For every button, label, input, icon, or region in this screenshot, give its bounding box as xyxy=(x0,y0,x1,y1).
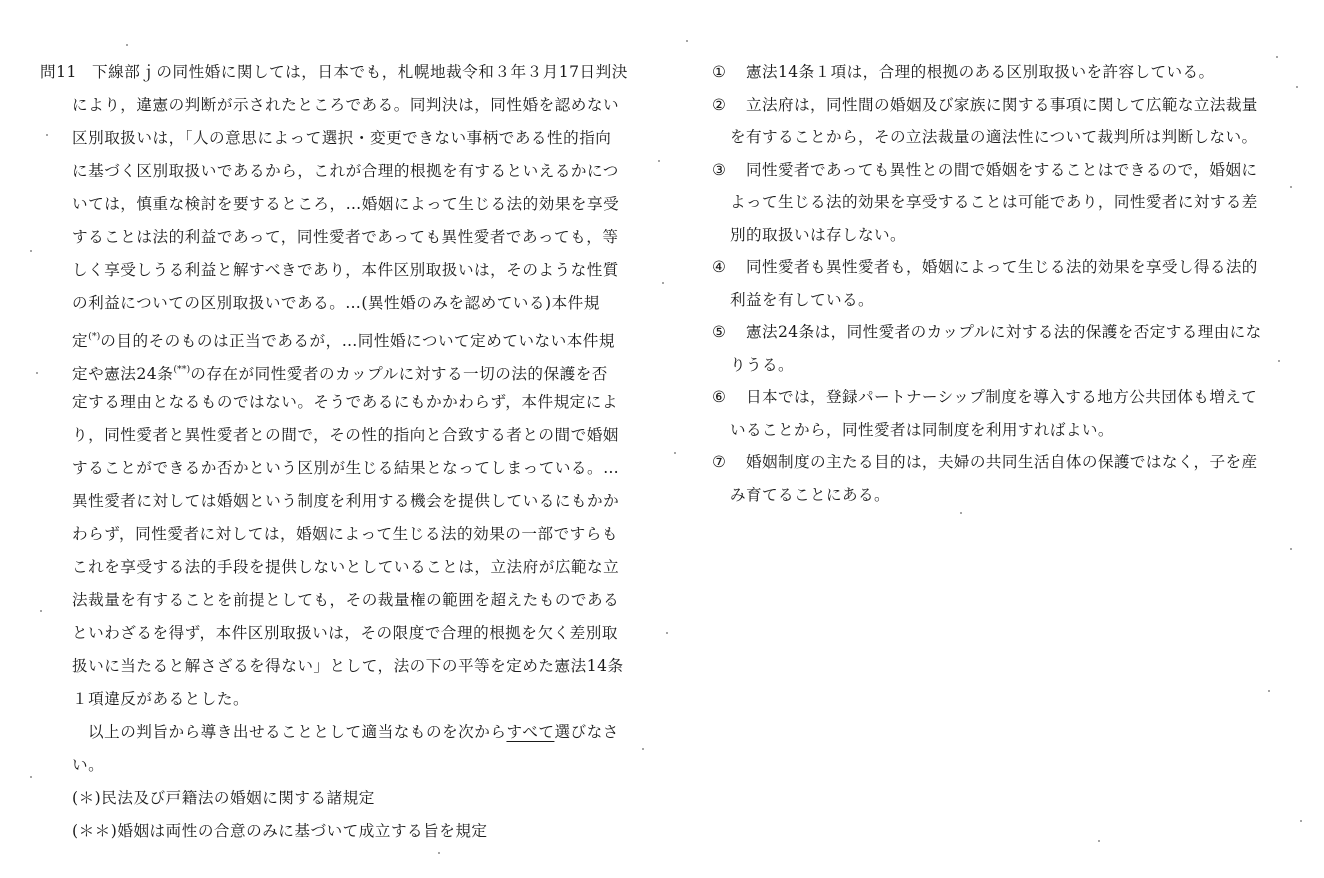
option-6-continued: いることから，同性愛者は同制度を利用すればよい。 xyxy=(730,420,1114,439)
option-number: ⑤ xyxy=(712,323,727,341)
question-text: の存在が同性愛者のカップルに対する一切の法的保護を否 xyxy=(190,365,608,383)
option-number: ① xyxy=(712,63,727,81)
question-text: 下線部ｊの同性婚に関しては，日本でも，札幌地裁令和３年３月17日判決 xyxy=(92,63,628,81)
footnote: (＊)民法及び戸籍法の婚姻に関する諸規定 xyxy=(72,789,375,807)
question-column xyxy=(40,56,630,848)
instruction-text: 以上の判旨から導き出せることとして適当なものを次から xyxy=(88,723,507,741)
question-line: といわざるを得ず，本件区別取扱いは，その限度で合理的根拠を欠く差別取 xyxy=(72,624,618,642)
option-2 xyxy=(712,89,1287,122)
option-text: 立法府は，同性間の婚姻及び家族に関する事項に関して広範な立法裁量 xyxy=(746,95,1258,114)
scan-speck xyxy=(1290,186,1292,188)
question-line: わらず，同性愛者に対しては，婚姻によって生じる法的効果の一部ですらも xyxy=(72,525,618,543)
question-line: これを享受する法的手段を提供しないとしていることは，立法府が広範な立 xyxy=(72,558,620,576)
footnote-marker: (*) xyxy=(88,331,101,342)
scan-speck xyxy=(666,632,668,634)
option-4-continued: 利益を有している。 xyxy=(730,290,874,309)
question-line: することは法的利益であって，同性愛者であっても異性愛者であっても，等 xyxy=(72,228,619,246)
option-number: ⑦ xyxy=(712,453,727,471)
question-line: １項違反があるとした。 xyxy=(72,690,250,708)
option-text: 同性愛者も異性愛者も，婚姻によって生じる法的効果を享受し得る法的 xyxy=(746,258,1258,276)
question-text: 定 xyxy=(72,332,89,350)
question-line: の利益についての区別取扱いである。…(異性婚のみを認めている)本件規 xyxy=(72,294,600,312)
option-5 xyxy=(712,316,1287,349)
option-text: 婚姻制度の主たる目的は，夫婦の共同生活自体の保護ではなく，子を産 xyxy=(746,453,1258,471)
scan-speck xyxy=(1300,820,1302,822)
option-2-continued: を有することから，その立法裁量の適法性について裁判所は判断しない。 xyxy=(730,128,1258,146)
question-number: 問11 xyxy=(40,63,77,81)
scan-speck xyxy=(960,512,962,514)
option-3-continued: よって生じる法的効果を享受することは可能であり，同性愛者に対する差 xyxy=(730,193,1258,211)
question-line: いては，慎重な検討を要するところ，…婚姻によって生じる法的効果を享受 xyxy=(72,195,620,213)
question-line: に基づく区別取扱いであるから，これが合理的根拠を有するといえるかにつ xyxy=(72,162,619,180)
scan-speck xyxy=(642,748,644,750)
scan-speck xyxy=(46,134,48,136)
option-7 xyxy=(712,446,1287,479)
option-text: 日本では，登録パートナーシップ制度を導入する地方公共団体も増えて xyxy=(746,388,1258,406)
footnote-marker: (**) xyxy=(173,364,191,375)
option-number: ⑥ xyxy=(712,388,727,406)
option-6 xyxy=(712,381,1287,414)
option-4 xyxy=(712,251,1287,284)
scan-speck xyxy=(438,852,440,854)
option-1 xyxy=(712,56,1287,89)
question-line: 異性愛者に対しては婚姻という制度を利用する機会を提供しているにもかか xyxy=(72,492,620,510)
question-line: 法裁量を有することを前提としても，その裁量権の範囲を超えたものである xyxy=(72,591,620,609)
option-number: ④ xyxy=(712,258,727,276)
scan-speck xyxy=(1278,360,1280,362)
option-number: ③ xyxy=(712,160,727,179)
question-line xyxy=(40,56,630,89)
scan-speck xyxy=(36,372,38,374)
scan-speck xyxy=(30,250,32,252)
question-line: 定する理由となるものではない。そうであるにもかかわらず，本件規定によ xyxy=(72,393,618,411)
option-text: 憲法14条１項は，合理的根拠のある区別取扱いを許容している。 xyxy=(746,63,1215,81)
question-line xyxy=(40,320,630,353)
scan-speck xyxy=(126,44,128,46)
question-line: により，違憲の判断が示されたところである。同判決は，同性婚を認めない xyxy=(72,96,620,114)
option-text: 同性愛者であっても異性との間で婚姻をすることはできるので，婚姻に xyxy=(746,160,1258,179)
scan-speck xyxy=(1276,56,1278,58)
scan-speck xyxy=(658,160,660,162)
scan-speck xyxy=(1296,86,1298,88)
option-text: 憲法24条は，同性愛者のカップルに対する法的保護を否定する理由にな xyxy=(746,323,1262,341)
instruction-line: い。 xyxy=(72,756,105,774)
instruction-text: 選びなさ xyxy=(554,723,619,741)
question-line xyxy=(40,353,630,386)
question-text: の目的そのものは正当であるが，…同性婚について定めていない本件規 xyxy=(100,332,615,350)
question-line: り，同性愛者と異性愛者との間で，その性的指向と合致する者との間で婚姻 xyxy=(72,426,619,444)
options-column xyxy=(712,56,1287,511)
question-line: しく享受しうる利益と解すべきであり，本件区別取扱いは，そのような性質 xyxy=(72,261,619,279)
option-number: ② xyxy=(712,95,727,114)
scan-speck xyxy=(1268,690,1270,692)
question-line: 区別取扱いは，「人の意思によって選択・変更できない事柄である性的指向 xyxy=(72,129,612,147)
question-line: 扱いに当たると解さざるを得ない」として，法の下の平等を定めた憲法14条 xyxy=(72,657,624,675)
option-3 xyxy=(712,154,1287,187)
footnote: (＊＊)婚姻は両性の合意のみに基づいて成立する旨を規定 xyxy=(72,822,488,840)
underlined-emphasis: すべて xyxy=(506,723,555,741)
question-text: 定や憲法24条 xyxy=(72,365,174,383)
scan-speck xyxy=(1098,840,1100,842)
question-line: することができるか否かという区別が生じる結果となってしまっている。… xyxy=(72,459,620,477)
scan-speck xyxy=(40,610,42,612)
scan-speck xyxy=(674,452,676,454)
option-3-continued: 別的取扱いは存しない。 xyxy=(730,225,906,244)
instruction-line xyxy=(40,716,630,749)
option-5-continued: りうる。 xyxy=(730,355,794,374)
scan-speck xyxy=(686,40,688,42)
option-7-continued: み育てることにある。 xyxy=(730,485,890,504)
scan-speck xyxy=(1290,548,1292,550)
scan-speck xyxy=(30,776,32,778)
scan-speck xyxy=(662,282,664,284)
